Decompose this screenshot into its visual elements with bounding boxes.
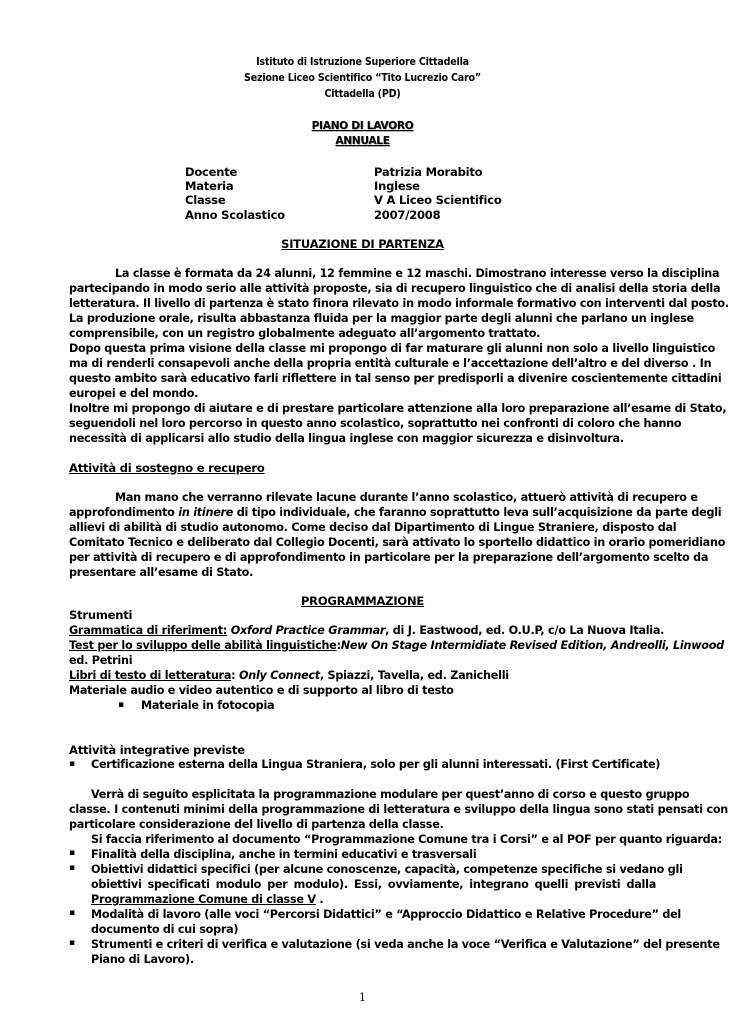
meta-label: Classe: [185, 193, 226, 207]
situazione-paragraph: [69, 266, 729, 446]
material-photocopy: Materiale in fotocopia: [141, 699, 275, 712]
meta-label: Materia: [185, 179, 234, 193]
text-line: Dopo questa prima visione della classe mi propongo di far maturare gli alunni non solo a livello linguistico: [69, 342, 716, 355]
text-line: letteratura. Il livello di partenza è stato finora rilevato in modo informale formativo con interventi dal posto.: [69, 297, 729, 310]
text-line: Si faccia riferimento al documento “Programmazione Comune tra i Corsi” e al POF per quanto riguarda:: [91, 833, 722, 846]
material-note: Materiale audio e video autentico e di supporto al libro di testo: [69, 684, 454, 697]
text-line: Comitato Tecnico e deliberato dal Collegio Docenti, sarà attivato lo sportello didattico in orario pomeridiano: [69, 536, 726, 549]
text-line: La produzione orale, risulta abbastanza fluida per la maggior parte degli alunni che parlano un inglese: [69, 312, 694, 325]
text-line: partecipando in modo serio alle attività proposte, sia di recupero linguistico che di analisi della storia della: [69, 282, 721, 295]
text-line: particolare considerazione del livello di partenza della classe.: [69, 818, 444, 831]
grammar-reference: Grammatica di riferiment: Oxford Practice Grammar, di J. Eastwood, ed. O.U.P, c/o La Nuova Italia.: [69, 624, 665, 637]
meta-value: V A Liceo Scientifico: [374, 193, 502, 207]
bullet-icon: ▪: [69, 848, 76, 858]
modulare-paragraph: [69, 787, 728, 847]
text-line: per attività di recupero e di approfondimento in particolare per la preparazione dell’argomento scelto da: [69, 551, 709, 564]
text-line: allievi di abilità di studio autonomo. Come deciso dal Dipartimento di Lingue Straniere, disposto dal: [69, 521, 677, 534]
text-line: La classe è formata da 24 alunni, 12 femmine e 12 maschi. Dimostrano interesse verso la disciplina: [115, 267, 720, 280]
school-city: Cittadella (PD): [324, 88, 401, 100]
text-line: questo ambito sarà educativo farli riflettere in tal senso per predisporli a divenire coscientemente cittadini: [69, 372, 722, 385]
meta-value: Inglese: [374, 179, 420, 193]
text-line: approfondimento in itinere di tipo individuale, che faranno soprattutto leva sull’acquisizione da parte degli: [69, 506, 722, 519]
meta-value: Patrizia Morabito: [374, 165, 483, 179]
text-line: Man mano che verranno rilevate lacune durante l’anno scolastico, attuerò attività di recupero e: [115, 491, 698, 504]
strumenti-heading: Strumenti: [69, 608, 133, 622]
meta-label: Anno Scolastico: [185, 208, 285, 222]
section-heading-integrative: Attività integrative previste: [69, 743, 245, 757]
bullet-icon: ▪: [69, 908, 76, 918]
bullet-icon: ▪: [69, 759, 76, 769]
strumenti-verifica-item: Strumenti e criteri di verifica e valutazione (si veda anche la voce “Verifica e Valutazione” del presente Piano di Lavoro).: [91, 938, 720, 966]
integrative-item: Certificazione esterna della Lingua Straniera, solo per gli alunni interessati. (First Certificate): [91, 758, 661, 771]
text-line: ma di renderli consapevoli anche della propria entità culturale e l’accettazione dell’altro e del diverso . In: [69, 357, 712, 370]
page-number: 1: [359, 991, 366, 1004]
literature-reference: Libri di testo di letteratura: Only Connect, Spiazzi, Tavella, ed. Zanichelli: [69, 669, 509, 682]
document-subtitle: ANNUALE: [335, 135, 390, 147]
text-line: necessità di applicarsi allo studio della lingua inglese con maggior sicurezza e disinvoltura.: [69, 432, 624, 445]
bullet-icon: ▪: [118, 700, 125, 710]
section-heading-situazione: SITUAZIONE DI PARTENZA: [281, 237, 444, 251]
text-line: classe. I contenuti minimi della programmazione di letteratura e sviluppo della lingua sono stati pensati con: [69, 803, 728, 816]
bullet-icon: ▪: [69, 938, 76, 948]
text-line: europei e del mondo.: [69, 387, 199, 400]
obiettivi-item: Obiettivi didattici specifici (per alcune conoscenze, capacità, competenze specifiche si vedano gli obiettivi specificati modulo per modulo). Essi, ovviamente, integrano quelli previsti dalla Programmazione Comune di classe V .: [91, 863, 683, 906]
school-section: Sezione Liceo Scientifico “Tito Lucrezio Caro”: [244, 72, 481, 84]
meta-label: Docente: [185, 165, 238, 179]
section-heading-sostegno: Attività di sostegno e recupero: [69, 461, 265, 475]
test-publisher: ed. Petrini: [69, 654, 133, 667]
test-reference: Test per lo sviluppo delle abilità linguistiche:New On Stage Intermidiate Revised Edition, Andreolli, Linwood: [69, 639, 724, 652]
text-line: comprensibile, con un registro globalmente adeguato all’argomento trattato.: [69, 327, 541, 340]
text-line: Verrà di seguito esplicitata la programmazione modulare per quest’anno di corso e questo gruppo: [91, 788, 690, 801]
bullet-icon: ▪: [69, 863, 76, 873]
school-name: Istituto di Istruzione Superiore Cittadella: [256, 56, 469, 68]
text-line: presentare all’esame di Stato.: [69, 566, 254, 579]
sostegno-paragraph: [69, 490, 726, 580]
document-title: PIANO DI LAVORO: [311, 120, 414, 132]
meta-value: 2007/2008: [374, 208, 441, 222]
modalita-item: Modalità di lavoro (alle voci “Percorsi Didattici” e “Approccio Didattico e Relative Procedure” del documento di cui sopra): [91, 908, 682, 936]
section-heading-programmazione: PROGRAMMAZIONE: [300, 594, 425, 608]
text-line: seguendoli nel loro percorso in questo anno scolastico, soprattutto nei confronti di coloro che hanno: [69, 417, 682, 430]
text-line: Inoltre mi propongo di aiutare e di prestare particolare attenzione alla loro preparazione all’esame di Stato,: [69, 402, 727, 415]
finalita-item: Finalità della disciplina, anche in termini educativi e trasversali: [91, 848, 477, 861]
